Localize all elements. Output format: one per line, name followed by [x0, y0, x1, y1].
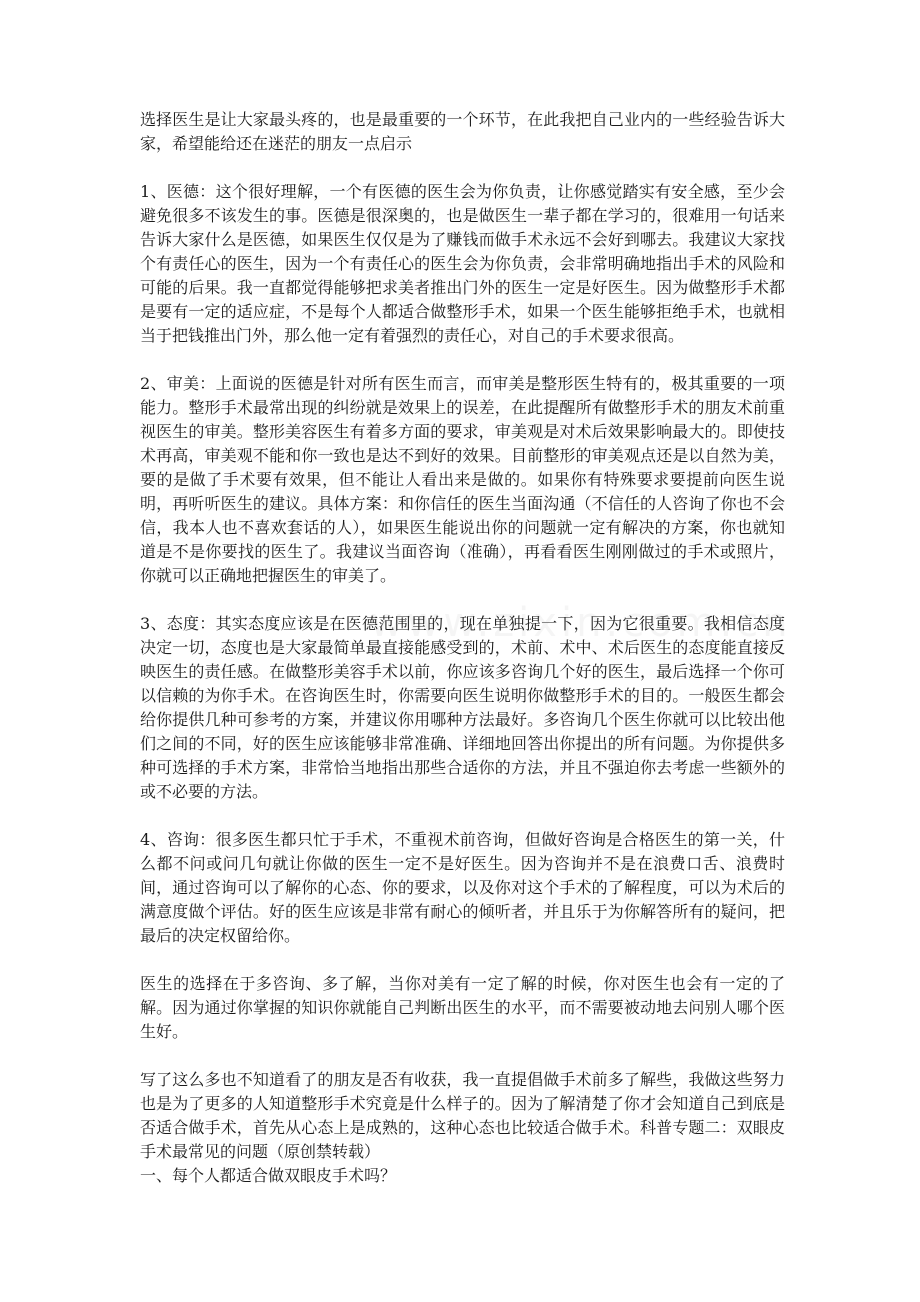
- section-medical-ethics: 1、医德：这个很好理解，一个有医德的医生会为你负责，让你感觉踏实有安全感，至少会避免很多不该发生的事。医德是很深奥的，也是做医生一辈子都在学习的，很难用一句话来告诉大家什么是医德，如果医生仅仅是为了赚钱而做手术永远不会好到哪去。我建议大家找个有责任心的医生，因为一个有责任心的医生会为你负责，会非常明确地指出手术的风险和可能的后果。我一直都觉得能够把求美者推出门外的医生一定是好医生。因为做整形手术都是要有一定的适应症，不是每个人都适合做整形手术，如果一个医生能够拒绝手术，也就相当于把钱推出门外，那么他一定有着强烈的责任心，对自己的手术要求很高。: [140, 182, 785, 345]
- closing-paragraph: 写了这么多也不知道看了的朋友是否有收获，我一直提倡做手术前多了解些，我做这些努力也是为了更多的人知道整形手术究竟是什么样子的。因为了解清楚了你才会知道自己到底是否适合做手术，首先从心态上是成熟的，这种心态也比较适合做手术。科普专题二：双眼皮手术最常见的问题（原创禁转载） 一、每个人都适合做双眼皮手术吗？: [140, 1070, 785, 1185]
- section-consultation: 4、咨询：很多医生都只忙于手术，不重视术前咨询，但做好咨询是合格医生的第一关，什么都不问或问几句就让你做的医生一定不是好医生。因为咨询并不是在浪费口舌、浪费时间，通过咨询可以了解你的心态、你的要求，以及你对这个手术的了解程度，可以为术后的满意度做个评估。好的医生应该是非常有耐心的倾听者，并且乐于为你解答所有的疑问，把最后的决定权留给你。: [140, 830, 785, 945]
- section-aesthetics: 2、审美：上面说的医德是针对所有医生而言，而审美是整形医生特有的，极其重要的一项能力。整形手术最常出现的纠纷就是效果上的误差，在此提醒所有做整形手术的朋友术前重视医生的审美。整形美容医生有着多方面的要求，审美观是对术后效果影响最大的。即使技术再高，审美观不能和你一致也是达不到好的效果。目前整形的审美观点还是以自然为美，要的是做了手术要有效果，但不能让人看出来是做的。如果你有特殊要求要提前向医生说明，再听听医生的建议。具体方案：和你信任的医生当面沟通（不信任的人咨询了你也不会信，我本人也不喜欢套话的人），如果医生能说出你的问题就一定有解决的方案，你也就知道是不是你要找的医生了。我建议当面咨询（准确），再看看医生刚刚做过的手术或照片，你就可以正确地把握医生的审美了。: [140, 374, 785, 585]
- intro-paragraph: 选择医生是让大家最头疼的，也是最重要的一个环节，在此我把自己业内的一些经验告诉大家，希望能给还在迷茫的朋友一点启示: [140, 110, 785, 153]
- summary-paragraph: 医生的选择在于多咨询、多了解，当你对美有一定了解的时候，你对医生也会有一定的了解。因为通过你掌握的知识你就能自己判断出医生的水平，而不需要被动地去问别人哪个医生好。: [140, 974, 785, 1041]
- document-page: [140, 108, 785, 1188]
- section-attitude: 3、态度：其实态度应该是在医德范围里的，现在单独提一下，因为它很重要。我相信态度决定一切，态度也是大家最简单最直接能感受到的，术前、术中、术后医生的态度能直接反映医生的责任感。在做整形美容手术以前，你应该多咨询几个好的医生，最后选择一个你可以信赖的为你手术。在咨询医生时，你需要向医生说明你做整形手术的目的。一般医生都会给你提供几种可参考的方案，并建议你用哪种方法最好。多咨询几个医生你就可以比较出他们之间的不同，好的医生应该能够非常准确、详细地回答出你提出的所有问题。为你提供多种可选择的手术方案，非常恰当地指出那些合适你的方法，并且不强迫你去考虑一些额外的或不必要的方法。: [140, 614, 785, 801]
